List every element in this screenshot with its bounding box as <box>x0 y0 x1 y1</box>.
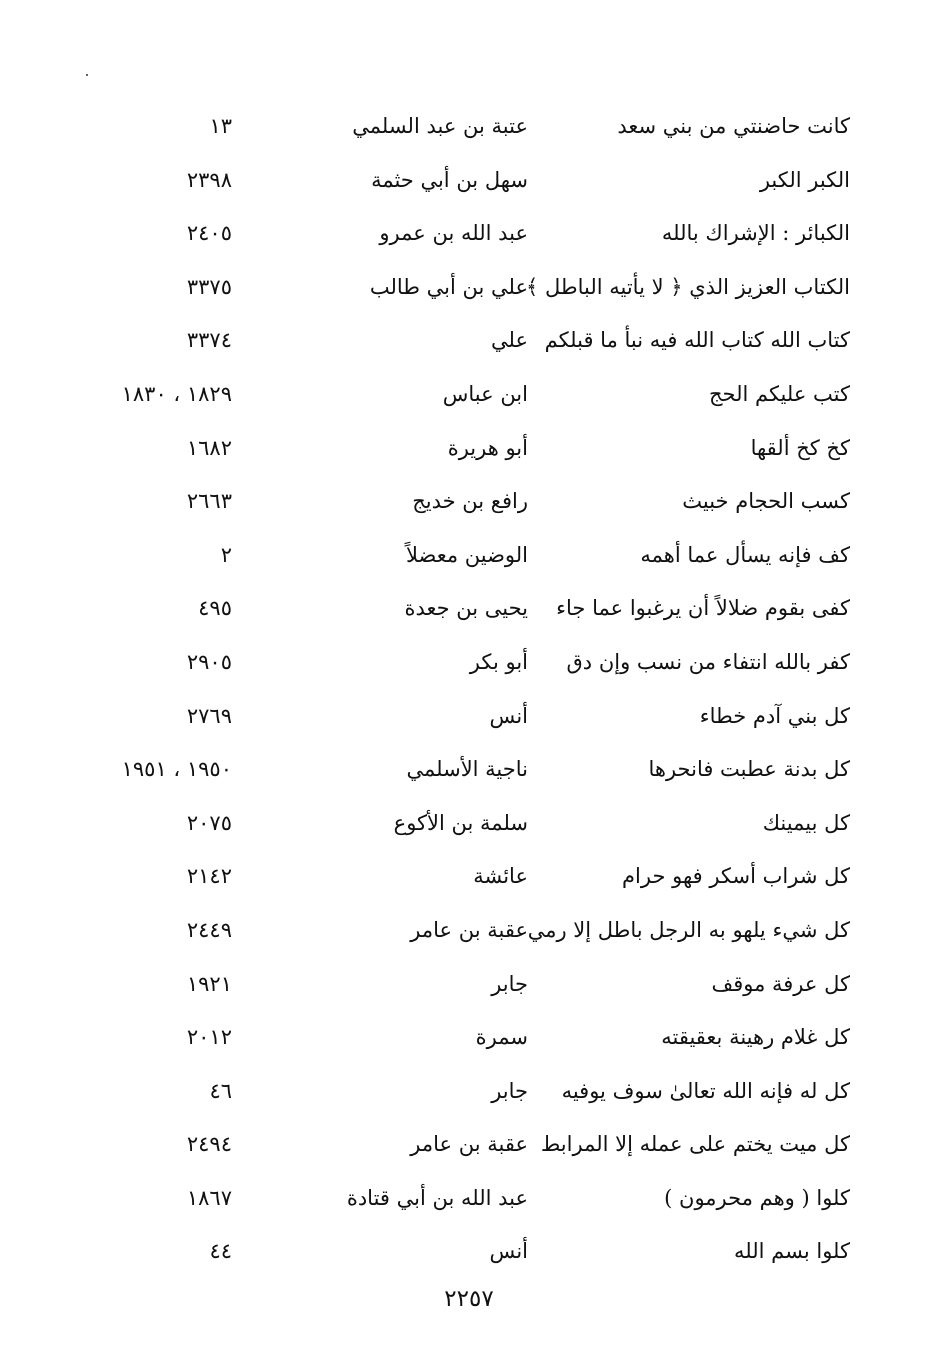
narrator: سلمة بن الأكوع <box>393 810 528 835</box>
narrator: جابر <box>491 971 528 996</box>
hadith-number: ٢٣٩٨ <box>186 167 232 192</box>
table-row <box>0 475 938 529</box>
scan-speck <box>86 74 88 76</box>
narrator: ابن عباس <box>442 381 528 406</box>
hadith-number: ٣٣٧٤ <box>186 328 232 353</box>
table-row <box>0 1118 938 1172</box>
table-row <box>0 368 938 422</box>
hadith-number: ٤٩٥ <box>198 596 232 621</box>
table-row <box>0 1225 938 1279</box>
table-row <box>0 904 938 958</box>
hadith-text: كل شيء يلهو به الرجل باطل إلا رمي <box>527 917 850 942</box>
narrator: أنس <box>489 703 528 728</box>
table-row <box>0 743 938 797</box>
hadith-text: كل ميت يختم على عمله إلا المرابط <box>540 1132 850 1157</box>
hadith-number: ٢٦٦٣ <box>186 489 232 514</box>
hadith-text: كلوا ( وهم محرمون ) <box>664 1185 850 1210</box>
page-number: ٢٢٥٧ <box>444 1286 494 1312</box>
table-row <box>0 261 938 315</box>
hadith-number: ١٩٢١ <box>186 971 232 996</box>
table-row <box>0 100 938 154</box>
hadith-text: الكتاب العزيز الذي ﴿ لا يأتيه الباطل ﴾ <box>526 274 850 299</box>
hadith-text: كل له فإنه الله تعالىٰ سوف يوفيه <box>561 1078 850 1103</box>
hadith-number: ٢١٤٢ <box>186 864 232 889</box>
hadith-number: ١٦٨٢ <box>186 435 232 460</box>
hadith-number: ٢٠١٢ <box>186 1025 232 1050</box>
hadith-text: كل شراب أسكر فهو حرام <box>622 864 850 889</box>
narrator: علي <box>491 328 528 353</box>
hadith-number: ٣٣٧٥ <box>186 274 232 299</box>
hadith-number: ٢٧٦٩ <box>186 703 232 728</box>
narrator: أبو بكر <box>469 649 528 674</box>
hadith-number: ١٩٥٠ ، ١٩٥١ <box>121 757 232 782</box>
table-row <box>0 690 938 744</box>
narrator: عبد الله بن عمرو <box>379 221 528 246</box>
table-row <box>0 1011 938 1065</box>
hadith-number: ٢٤٤٩ <box>186 917 232 942</box>
narrator: جابر <box>491 1078 528 1103</box>
table-row <box>0 207 938 261</box>
hadith-text: كانت حاضنتي من بني سعد <box>617 114 850 138</box>
hadith-text: الكبر الكبر <box>759 167 850 192</box>
hadith-text: كفى بقوم ضلالاً أن يرغبوا عما جاء <box>556 596 850 621</box>
hadith-text: كسب الحجام خبيث <box>682 489 850 514</box>
narrator: سهل بن أبي حثمة <box>371 167 528 192</box>
hadith-number: ٢٠٧٥ <box>186 810 232 835</box>
narrator: أنس <box>489 1239 528 1264</box>
hadith-text: كلوا بسم الله <box>734 1239 850 1264</box>
narrator: عقبة بن عامر <box>410 1132 528 1157</box>
hadith-text: الكبائر : الإشراك بالله <box>661 221 850 246</box>
hadith-number: ١٣ <box>209 114 232 138</box>
hadith-number: ١٨٢٩ ، ١٨٣٠ <box>121 381 232 406</box>
table-row <box>0 1172 938 1226</box>
hadith-text: كخ كخ ألقها <box>750 435 850 460</box>
narrator: ناجية الأسلمي <box>406 757 528 782</box>
table-row <box>0 154 938 208</box>
table-row <box>0 636 938 690</box>
hadith-text: كل غلام رهينة بعقيقته <box>661 1025 850 1050</box>
hadith-index-table <box>0 100 938 1279</box>
hadith-text: كل بني آدم خطاء <box>699 703 850 728</box>
narrator: يحيى بن جعدة <box>404 596 528 621</box>
hadith-number: ٢٩٠٥ <box>186 649 232 674</box>
narrator: رافع بن خديج <box>412 489 528 514</box>
table-row <box>0 529 938 583</box>
narrator: الوضين معضلاً <box>405 542 528 567</box>
table-row <box>0 797 938 851</box>
table-row <box>0 314 938 368</box>
narrator: علي بن أبي طالب <box>369 274 528 299</box>
hadith-text: كف فإنه يسأل عما أهمه <box>640 542 850 567</box>
hadith-text: كتاب الله كتاب الله فيه نبأ ما قبلكم <box>544 328 850 353</box>
hadith-text: كتب عليكم الحج <box>708 381 850 406</box>
hadith-text: كل عرفة موقف <box>711 971 850 996</box>
narrator: عقبة بن عامر <box>410 917 528 942</box>
hadith-number: ٢ <box>220 542 232 567</box>
hadith-number: ٤٦ <box>209 1078 232 1103</box>
hadith-text: كل بيمينك <box>762 810 850 835</box>
hadith-number: ١٨٦٧ <box>186 1185 232 1210</box>
hadith-number: ٢٤٩٤ <box>186 1132 232 1157</box>
hadith-text: كفر بالله انتفاء من نسب وإن دق <box>566 649 850 674</box>
table-row <box>0 582 938 636</box>
narrator: أبو هريرة <box>447 435 528 460</box>
hadith-number: ٤٤ <box>209 1239 232 1264</box>
table-row <box>0 850 938 904</box>
narrator: عائشة <box>473 864 528 889</box>
table-row <box>0 958 938 1012</box>
narrator: عبد الله بن أبي قتادة <box>346 1185 528 1210</box>
hadith-number: ٢٤٠٥ <box>186 221 232 246</box>
table-row <box>0 422 938 476</box>
narrator: سمرة <box>475 1025 528 1050</box>
table-row <box>0 1065 938 1119</box>
hadith-text: كل بدنة عطبت فانحرها <box>648 757 850 782</box>
narrator: عتبة بن عبد السلمي <box>352 114 528 138</box>
